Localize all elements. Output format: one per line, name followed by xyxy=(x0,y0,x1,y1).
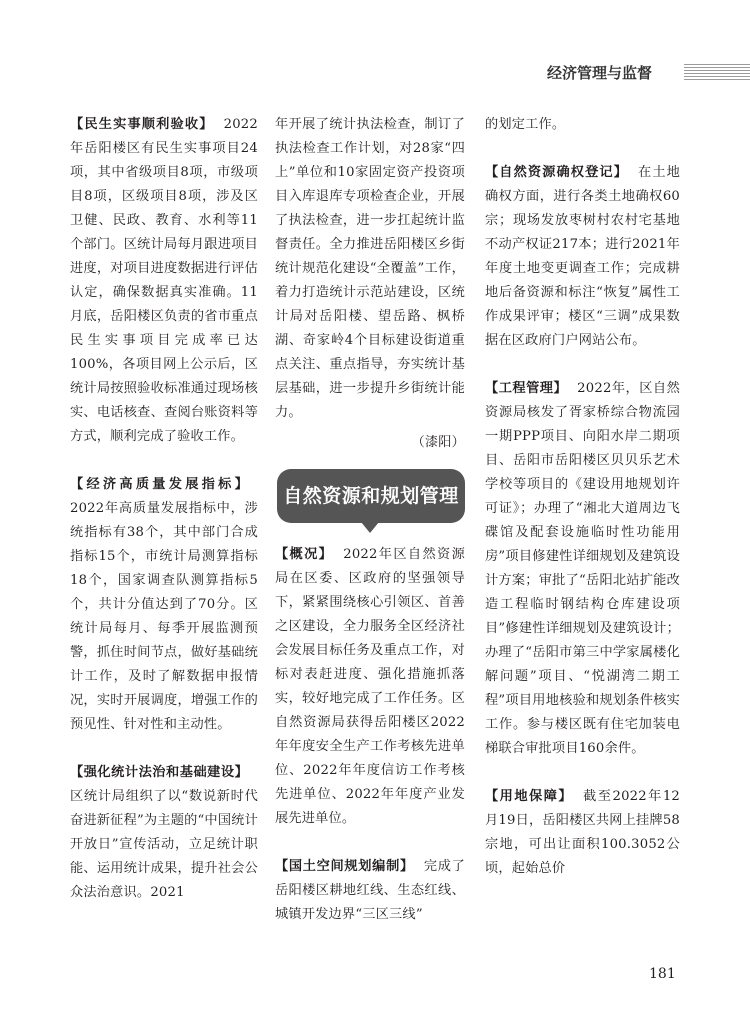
paragraph-heading: 【国土空间规划编制】 xyxy=(275,859,414,874)
paragraph-spatial-planning xyxy=(275,855,465,927)
paragraph-heading: 【自然资源确权登记】 xyxy=(485,165,629,180)
column-3 xyxy=(485,113,680,881)
paragraph-overview xyxy=(275,543,465,831)
column-1 xyxy=(70,113,258,905)
paragraph-text: 完成了岳阳楼区耕地红线、生态红线、城镇开发边界“三区三线” xyxy=(275,859,465,922)
paragraph-heading: 【用地保障】 xyxy=(485,789,574,804)
paragraph-quality-indicators xyxy=(70,473,258,737)
paragraph-text: 在土地确权方面，进行各类土地确权60宗；现场发放枣树村农村宅基地不动产权证217本；进行2021年年度土地变更调查工作；完成耕地后备资源和标注“恢复”属性工作成果评审；楼区“三调”成果数据在区政府门户网站公布。 xyxy=(485,165,681,348)
author-signature: （漆阳） xyxy=(411,435,465,450)
column-2 xyxy=(275,113,465,927)
paragraph-heading: 【工程管理】 xyxy=(485,381,568,396)
paragraph-heading: 【强化统计法治和基础建设】 xyxy=(70,765,248,780)
paragraph-heading: 【概况】 xyxy=(275,547,334,562)
paragraph-land-supply xyxy=(485,785,680,881)
page-number: 181 xyxy=(649,966,676,982)
paragraph-project-management xyxy=(485,377,680,761)
header-stripes-decoration xyxy=(684,64,750,82)
paragraph-rule-of-law xyxy=(70,761,258,905)
paragraph-text: 2022年高质量发展指标中，涉统指标有38个，其中部门合成指标15个，市统计局测算指标18个，国家调查队测算指标5个，共计分值达到了70分。区统计局每月、每季开展监测预警，抓住时间节点，做好基础统计工作，及时了解数据申报情况，实时开展调度，增强工作的预见性、针对性和主动性。 xyxy=(70,501,258,732)
paragraph-text: 2022年区自然资源局在区委、区政府的坚强领导下，紧紧围绕核心引领区、首善之区建设，全力服务全区经济社会发展目标任务及重点工作，对标对表赶进度、强化措施抓落实，较好地完成了工作任务。区自然资源局获得岳阳楼区2022年年度安全生产工作考核先进单位、2022年年度信访工作考核先进单位、2022年年度产业发展先进单位。 xyxy=(275,547,465,826)
paragraph-continued xyxy=(485,113,680,137)
paragraph-text: 2022年岳阳楼区有民生实事项目24项，其中省级项目8项，市级项目8项，区级项目8项，涉及区卫健、民政、教育、水利等11个部门。区统计局每月跟进项目进度，对项目进度数据进行评估认定，确保数据真实准确。11月底，岳阳楼区负责的省市重点民生实事项目完成率已达100%，各项目网上公示后，区统计局按照验收标准通过现场核实、电话核查、查阅台账资料等方式，顺利完成了验收工作。 xyxy=(70,117,258,444)
running-head xyxy=(0,62,750,84)
section-title: 经济管理与监督 xyxy=(546,64,652,82)
paragraph-livelihood xyxy=(70,113,258,449)
paragraph-heading: 【民生实事顺利验收】 xyxy=(70,117,214,132)
section-banner: 自然资源和规划管理 xyxy=(277,469,465,523)
paragraph-text: 2022年，区自然资源局核发了胥家桥综合物流园一期PPP项目、向阳水岸二期项目、岳阳市岳阳楼区贝贝乐艺术学校等项目的《建设用地规划许可证》；办理了“湘北大道周边飞碟馆及配套设施临时性功能用房”项目修建性详细规划及建筑设计方案；审批了“岳阳北站扩能改造工程临时钢结构仓库建设项目”修建性详细规划及建筑设计；办理了“岳阳市第三中学家属楼化解问题”项目、“悦湖湾二期工程”项目用地核验和规划条件核实工作。参与楼区既有住宅加装电梯联合审批项目160余件。 xyxy=(485,381,680,756)
paragraph-continued xyxy=(275,113,465,425)
paragraph-text: 年开展了统计执法检查，制订了执法检查工作计划，对28家“四上”单位和10家固定资产投资项目入库退库专项检查企业，开展了执法检查，进一步扛起统计监督责任。全力推进岳阳楼区乡街统计规范化建设“全覆盖”工作，着力打造统计示范站建设，区统计局对岳阳楼、望岳路、枫桥湖、奇家岭4个目标建设街道重点关注、重点指导，夯实统计基层基础，进一步提升乡街统计能力。 xyxy=(275,117,465,420)
paragraph-text: 区统计局组织了以“数说新时代 奋进新征程”为主题的“中国统计开放日”宣传活动，立足统计职能、运用统计成果，提升社会公众法治意识。2021 xyxy=(70,789,258,900)
paragraph-rights-registration xyxy=(485,161,680,353)
paragraph-text: 的划定工作。 xyxy=(485,117,566,132)
paragraph-heading: 【经济高质量发展指标】 xyxy=(70,477,248,492)
paragraph-text: 截至2022年12月19日，岳阳楼区共网上挂牌58宗地，可出让面积100.3052公顷，起始总价 xyxy=(485,789,681,876)
